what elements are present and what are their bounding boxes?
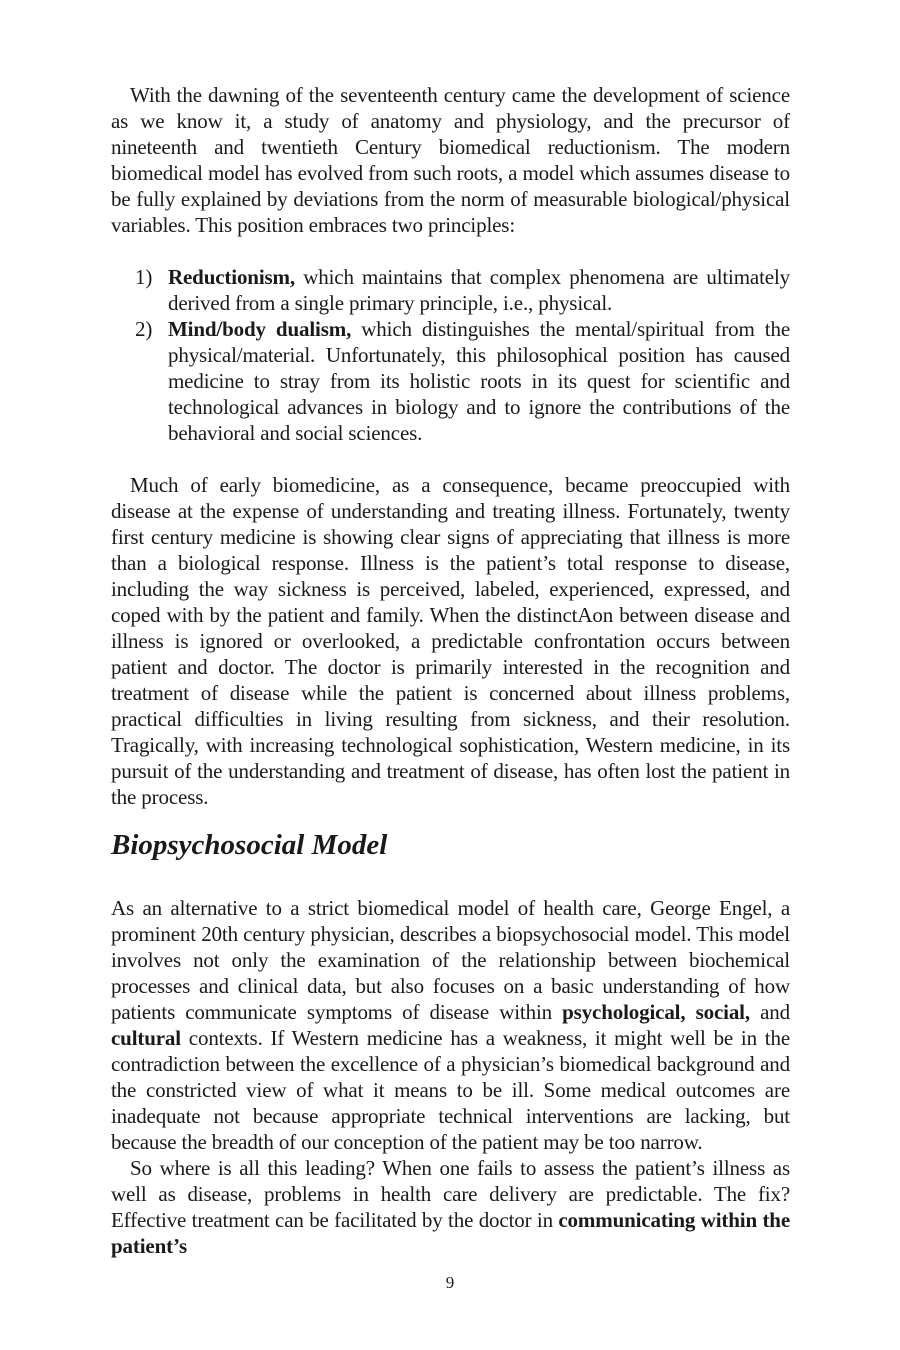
list-item-marker: 1) <box>135 265 153 289</box>
bold-text-run: Mind/body dualism, <box>168 317 352 341</box>
text-run: So where is all this leading? When one fails to assess the patient’s illness as well as disease, problems in health care delivery are predictable. The fix? Effective treatment can be facilitated by the doctor in <box>111 1156 790 1232</box>
list-item-marker: 2) <box>135 317 153 341</box>
bold-text-run: cultural <box>111 1026 181 1050</box>
list-item <box>111 316 790 446</box>
text-run: With the dawning of the seventeenth century came the development of science as we know it, a study of anatomy and physiology, and the precursor of nineteenth and twentieth Century biomedical reductionism. The modern biomedical model has evolved from such roots, a model which assumes disease to be fully explained by deviations from the norm of measurable biological/physical variables. This position embraces two principles: <box>111 83 790 237</box>
bold-text-run: psychological, social, <box>562 1000 750 1024</box>
page-number: 9 <box>445 1273 455 1292</box>
paragraph <box>111 1155 790 1259</box>
bold-text-run: Reductionism, <box>168 265 295 289</box>
text-run: and <box>749 1000 790 1024</box>
page-footer <box>0 1272 900 1294</box>
list-item <box>111 264 790 316</box>
numbered-list <box>111 264 790 446</box>
text-run: which maintains that complex phenomena are ultimately derived from a single primary principle, i.e., physical. <box>168 265 790 315</box>
paragraph <box>111 82 790 238</box>
bold-text-run: communicating within the patient’s <box>111 1208 790 1258</box>
text-run: contexts. If Western medicine has a weakness, it might well be in the contradiction between the excellence of a physician’s biomedical background and the constricted view of what it means to be ill. Some medical outcomes are inadequate not because appropriate technical interventions are lacking, but because the breadth of our conception of the patient may be too narrow. <box>111 1026 790 1154</box>
paragraph <box>111 472 790 810</box>
paragraph <box>111 895 790 1155</box>
section-heading: Biopsychosocial Model <box>111 829 388 861</box>
document-body <box>111 82 790 1259</box>
text-run: which distinguishes the mental/spiritual from the physical/material. Unfortunately, this philosophical position has caused medicine to stray from its holistic roots in its quest for scientific and technological advances in biology and to ignore the contributions of the behavioral and social sciences. <box>168 317 790 445</box>
text-run: Much of early biomedicine, as a consequence, became preoccupied with disease at the expense of understanding and treating illness. Fortunately, twenty first century medicine is showing clear signs of appreciating that illness is more than a biological response. Illness is the patient’s total response to disease, including the way sickness is perceived, labeled, experienced, expressed, and coped with by the patient and family. When the distinctAon between disease and illness is ignored or overlooked, a predictable confrontation occurs between patient and doctor. The doctor is primarily interested in the recognition and treatment of disease while the patient is concerned about illness problems, practical difficulties in living resulting from sickness, and their resolution. Tragically, with increasing technological sophistication, Western medicine, in its pursuit of the understanding and treatment of disease, has often lost the patient in the process. <box>111 473 790 809</box>
text-run: As an alternative to a strict biomedical model of health care, George Engel, a prominent 20th century physician, describes a biopsychosocial model. This model involves not only the examination of the relationship between biochemical processes and clinical data, but also focuses on a basic understanding of how patients communicate symptoms of disease within <box>111 896 790 1024</box>
